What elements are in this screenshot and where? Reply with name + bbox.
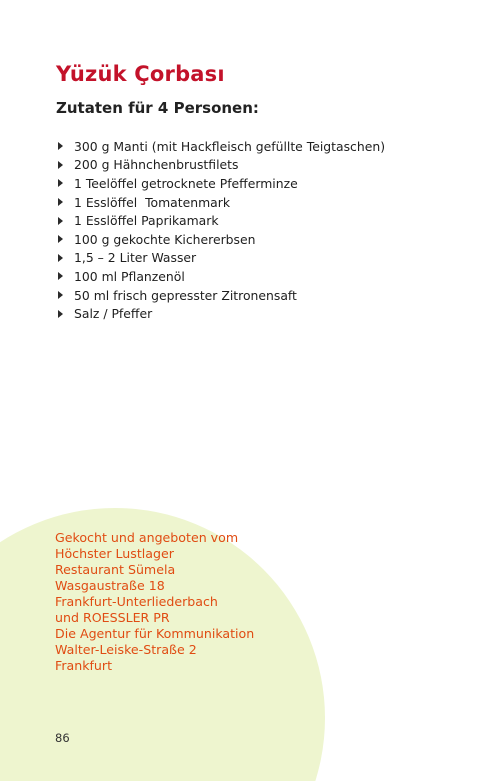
ingredient-item bbox=[56, 156, 456, 175]
ingredient-list bbox=[56, 137, 456, 323]
credits-line: Walter-Leiske-Straße 2 bbox=[55, 642, 197, 657]
triangle-right-icon bbox=[58, 161, 63, 169]
ingredient-text: 200 g Hähnchenbrustfilets bbox=[74, 157, 239, 173]
restaurant-credits bbox=[55, 530, 254, 674]
triangle-right-icon bbox=[58, 291, 63, 299]
triangle-right-icon bbox=[58, 254, 63, 262]
credits-line: Frankfurt bbox=[55, 658, 113, 673]
credits-line: Restaurant Sümela bbox=[55, 562, 176, 577]
ingredient-item bbox=[56, 304, 456, 323]
triangle-right-icon bbox=[58, 142, 63, 150]
page-number: 86 bbox=[55, 731, 70, 745]
ingredient-text: 1 Esslöffel Paprikamark bbox=[74, 213, 219, 229]
triangle-right-icon bbox=[58, 310, 63, 318]
ingredient-text: 100 g gekochte Kichererbsen bbox=[74, 231, 256, 247]
ingredient-text: 300 g Manti (mit Hackfleisch gefüllte Teigtaschen) bbox=[74, 138, 386, 154]
triangle-right-icon bbox=[58, 217, 63, 225]
credits-line: Höchster Lustlager bbox=[55, 546, 174, 561]
ingredient-text: 50 ml frisch gepresster Zitronensaft bbox=[74, 287, 297, 303]
ingredient-item bbox=[56, 230, 456, 249]
ingredient-text: Salz / Pfeffer bbox=[74, 306, 153, 322]
ingredient-text: 1 Teelöffel getrocknete Pfefferminze bbox=[74, 175, 298, 191]
credits-line: Gekocht und angeboten vom bbox=[55, 530, 239, 545]
recipe-title: Yüzük Çorbası bbox=[56, 62, 225, 86]
ingredient-item bbox=[56, 249, 456, 268]
credits-line: und ROESSLER PR bbox=[55, 610, 170, 625]
ingredient-item bbox=[56, 286, 456, 305]
ingredient-item bbox=[56, 193, 456, 212]
credits-line: Die Agentur für Kommunikation bbox=[55, 626, 255, 641]
ingredient-item bbox=[56, 211, 456, 230]
ingredient-text: 1 Esslöffel Tomatenmark bbox=[74, 194, 231, 210]
ingredient-item bbox=[56, 174, 456, 193]
triangle-right-icon bbox=[58, 179, 63, 187]
credits-line: Wasgaustraße 18 bbox=[55, 578, 165, 593]
triangle-right-icon bbox=[58, 235, 63, 243]
triangle-right-icon bbox=[58, 198, 63, 206]
ingredient-item bbox=[56, 267, 456, 286]
triangle-right-icon bbox=[58, 272, 63, 280]
ingredient-text: 1,5 – 2 Liter Wasser bbox=[74, 250, 197, 266]
credits-line: Frankfurt-Unterliederbach bbox=[55, 594, 218, 609]
ingredients-heading: Zutaten für 4 Personen: bbox=[56, 99, 259, 117]
ingredient-text: 100 ml Pflanzenöl bbox=[74, 268, 185, 284]
ingredient-item bbox=[56, 137, 456, 156]
